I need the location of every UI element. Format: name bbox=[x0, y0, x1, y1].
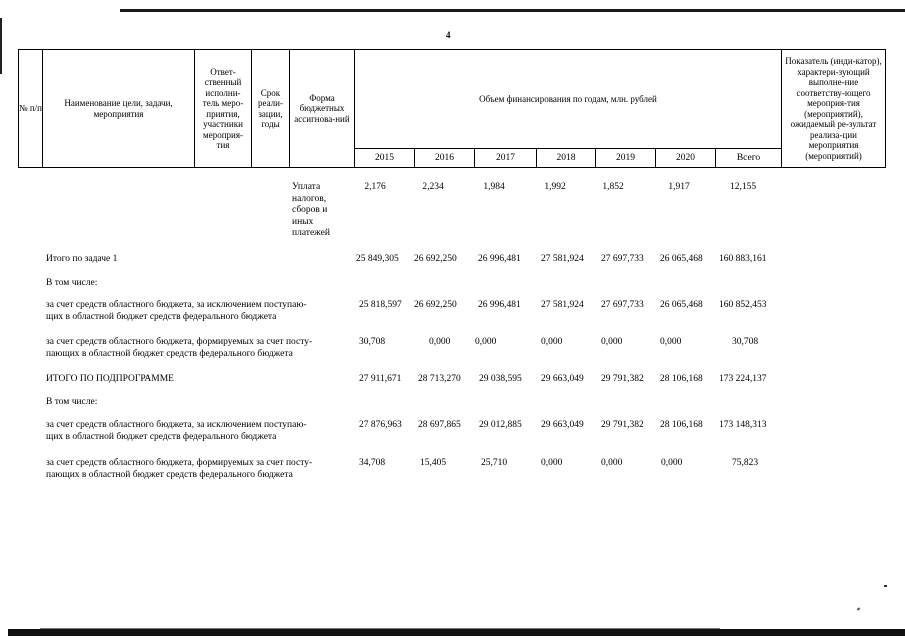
cell-2015: 27 911,671 bbox=[359, 374, 402, 384]
row-label-federal-line2: пающих в областной бюджет средств федерального бюджета bbox=[46, 349, 293, 359]
cell-2018: 1,992 bbox=[544, 182, 566, 192]
cell-2019: 29 791,382 bbox=[601, 420, 644, 430]
row-label-task-total: Итого по задаче 1 bbox=[46, 254, 118, 264]
cell-2018: 27 581,924 bbox=[541, 254, 584, 264]
header-year-2016: 2016 bbox=[435, 152, 454, 163]
cell-2020: 28 106,168 bbox=[660, 374, 703, 384]
cell-2019: 0,000 bbox=[601, 337, 623, 347]
row-label-regional-line1: за счет средств областного бюджета, за исключением поступаю- bbox=[46, 420, 307, 430]
cell-2020: 1,917 bbox=[668, 182, 690, 192]
cell-2015: 25 818,597 bbox=[359, 300, 402, 310]
row-label-regional-line1: за счет средств областного бюджета, за исключением поступаю- bbox=[46, 300, 307, 310]
header-year-2017: 2017 bbox=[496, 152, 515, 163]
row-label-including: В том числе: bbox=[46, 278, 98, 288]
header-year-2018: 2018 bbox=[556, 152, 576, 163]
header-col-number: № п/п bbox=[19, 103, 42, 114]
cell-2016: 2,234 bbox=[422, 182, 444, 192]
row-label-federal-line1: за счет средств областного бюджета, формируемых за счет посту- bbox=[46, 458, 313, 468]
header-year-2015: 2015 bbox=[375, 152, 394, 163]
cell-2017: 29 038,595 bbox=[479, 374, 522, 384]
scan-edge-left bbox=[0, 18, 2, 74]
cell-2017: 26 996,481 bbox=[478, 254, 521, 264]
page-number: 4 bbox=[446, 30, 451, 40]
header-year-total: Всего bbox=[736, 152, 761, 163]
cell-2018: 27 581,924 bbox=[541, 300, 584, 310]
cell-2020: 26 065,468 bbox=[660, 300, 703, 310]
row-label-regional-line2: щих в областной бюджет средств федерального бюджета bbox=[46, 312, 277, 322]
row-label-subprogram-total: ИТОГО ПО ПОДПРОГРАММЕ bbox=[46, 374, 174, 384]
cell-2017: 26 996,481 bbox=[478, 300, 521, 310]
cell-2019: 27 697,733 bbox=[601, 300, 644, 310]
cell-2016: 15,405 bbox=[420, 458, 447, 468]
cell-2015: 27 876,963 bbox=[359, 420, 402, 430]
scan-speck bbox=[857, 607, 861, 610]
cell-2018: 0,000 bbox=[541, 337, 563, 347]
row-label-federal-line1: за счет средств областного бюджета, формируемых за счет посту- bbox=[46, 337, 313, 347]
cell-2016: 26 692,250 bbox=[414, 254, 457, 264]
scan-edge-bottom bbox=[8, 629, 905, 636]
cell-2016: 28 697,865 bbox=[418, 420, 461, 430]
header-year-2020: 2020 bbox=[676, 152, 695, 163]
row-label-including: В том числе: bbox=[46, 397, 98, 407]
header-year-2019: 2019 bbox=[616, 152, 635, 163]
cell-total: 75,823 bbox=[732, 458, 759, 468]
cell-2018: 0,000 bbox=[541, 458, 563, 468]
cell-2016: 0,000 bbox=[429, 337, 451, 347]
cell-2019: 27 697,733 bbox=[601, 254, 644, 264]
row-label-federal-line2: пающих в областной бюджет средств федерального бюджета bbox=[46, 470, 293, 480]
cell-2015: 30,708 bbox=[359, 337, 386, 347]
header-col-term: Срок реали-зации, годы bbox=[258, 87, 283, 129]
table-header bbox=[18, 49, 886, 168]
header-col-executor: Ответ-ственный исполни-тель меро-приятия, участники мероприя-тия bbox=[202, 66, 244, 150]
cell-2016: 26 692,250 bbox=[414, 300, 457, 310]
cell-2019: 29 791,382 bbox=[601, 374, 644, 384]
cell-total: 30,708 bbox=[732, 337, 759, 347]
cell-2017: 25,710 bbox=[481, 458, 508, 468]
cell-2015: 34,708 bbox=[359, 458, 386, 468]
cell-2020: 28 106,168 bbox=[660, 420, 703, 430]
cell-2019: 0,000 bbox=[601, 458, 623, 468]
cell-total: 12,155 bbox=[729, 182, 757, 192]
cell-2019: 1,852 bbox=[602, 182, 624, 192]
cell-2016: 28 713,270 bbox=[418, 374, 461, 384]
header-divider bbox=[354, 148, 781, 149]
scan-edge-top bbox=[120, 9, 905, 12]
header-col-form: Форма бюджетных ассигнова-ний bbox=[294, 92, 350, 124]
cell-2017: 29 012,885 bbox=[479, 420, 522, 430]
cell-2017: 1,984 bbox=[483, 182, 505, 192]
budget-form-label: Уплата налогов, сборов и иных платежей bbox=[292, 182, 330, 238]
header-col-indicator: Показатель (инди-катор), характери-зующий выполне-ние соответству-ющего мероприя-тия (мероприятий), ожидаемый ре-зультат реализа-ции мероприятия (мероприятий) bbox=[785, 56, 882, 161]
cell-2015: 25 849,305 bbox=[356, 254, 399, 264]
cell-2017: 0,000 bbox=[475, 337, 497, 347]
scan-speck bbox=[884, 585, 887, 587]
cell-2020: 0,000 bbox=[661, 458, 683, 468]
cell-2018: 29 663,049 bbox=[541, 374, 584, 384]
cell-2020: 26 065,468 bbox=[660, 254, 703, 264]
cell-total: 160 852,453 bbox=[719, 300, 767, 310]
row-label-regional-line2: щих в областной бюджет средств федерального бюджета bbox=[46, 432, 277, 442]
cell-total: 173 224,137 bbox=[719, 374, 767, 384]
cell-2020: 0,000 bbox=[660, 337, 682, 347]
cell-total: 173 148,313 bbox=[719, 420, 767, 430]
cell-total: 160 883,161 bbox=[719, 254, 767, 264]
header-col-name: Наименование цели, задачи, мероприятия bbox=[64, 98, 173, 119]
cell-2018: 29 663,049 bbox=[541, 420, 584, 430]
header-col-funding: Объем финансирования по годам, млн. рублей bbox=[479, 93, 657, 104]
cell-2015: 2,176 bbox=[364, 182, 386, 192]
